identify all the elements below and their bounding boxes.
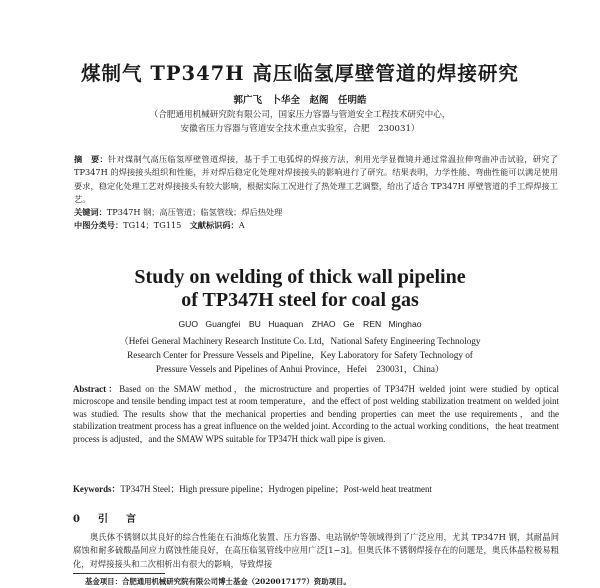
english-title-line-1: Study on welding of thick wall pipeline	[134, 266, 466, 288]
english-affiliation-line-1: （Hefei General Machinery Research Institute Co. Ltd，National Safety Engineering Technology	[119, 336, 481, 346]
funding-footnote: 基金项目：合肥通用机械研究院有限公司博士基金（2020017177）资助项目。	[85, 577, 351, 586]
english-authors: GUO Guangfei BU Huaquan ZHAO Ge REN Minghao	[178, 319, 422, 329]
chinese-abstract-text: 针对煤制气高压临氢厚壁管道焊接，基于手工电弧焊的焊接方法，利用光学显微镜并通过常温拉伸弯曲冲击试验，研究了 TP347H 的焊接接头组织和性能，并对焊后稳定化处理对焊接接头的影响进行了研究。结果表明，力学性能、弯曲性能可以满足使用要求，稳定化处理工艺对焊接接头有较大影响，根据实际工况进行了热处理工艺调整，给出了适合 TP347H 厚壁管道的手工焊焊接工艺。	[74, 154, 558, 205]
chinese-keywords-label: 关键词：	[74, 207, 107, 217]
footnote-rule	[73, 573, 165, 574]
section-heading-introduction: 0 引 言	[73, 514, 140, 525]
chinese-title: 煤制气 TP347H 高压临氢厚壁管道的焊接研究	[81, 62, 519, 85]
english-affiliation-line-3: Pressure Vessels and Pipelines of Anhui Province，Hefei 230031，China）	[155, 364, 445, 374]
chinese-authors: 郭广飞 卜华全 赵阁 任明皓	[233, 95, 367, 106]
english-abstract-label: Abstract：	[73, 384, 120, 394]
chinese-abstract-label: 摘 要：	[74, 154, 108, 164]
english-keywords-text: TP347H Steel；High pressure pipeline；Hydrogen pipeline；Post-weld heat treatment	[120, 484, 432, 494]
english-keywords-label: Keywords：	[73, 484, 121, 494]
english-abstract	[73, 383, 559, 445]
english-abstract-text: Based on the SMAW method，the microstructure and properties of TP347H welded joint were studied by optical microscope and tensile bending impact test at room temperature，and the effect of post welding stabilization treatment on welded joint was studied. The results show that the mechanical properties and bending properties can meet the use requirements，and the stabilization treatment process has a great influence on the welded joint. According to the actual working conditions，the heat treatment process is adjusted，and the SMAW WPS suitable for TP347H thick wall pipe is given.	[73, 384, 559, 444]
chinese-affiliation-line-2: 安徽省压力容器与管道安全技术重点实验室，合肥 230031）	[180, 124, 420, 134]
chinese-abstract	[74, 153, 558, 207]
chinese-affiliation-line-1: （合肥通用机械研究院有限公司，国家压力容器与管道安全工程技术研究中心，	[149, 110, 451, 120]
english-keywords	[73, 482, 559, 495]
english-title-line-2: of TP347H steel for coal gas	[181, 289, 419, 311]
classification-text: TG14；TG115	[123, 220, 182, 230]
chinese-keywords-text: TP347H 钢；高压管道；临氢管线；焊后热处理	[106, 207, 283, 217]
introduction-body-text: 奥氏体不锈钢以其良好的综合性能在石油炼化装置、压力容器、电站锅炉等领域得到了广泛应用，尤其 TP347H 钢，其耐晶间腐蚀和耐多硫酸晶间应力腐蚀性能良好，在高压临氢管线中应用广泛[1−3]。但奥氏体不锈钢焊接存在的问题是，奥氏体晶粒极易粗化，对焊接接头和二次相析出有很大的影响，导致焊接	[73, 532, 559, 569]
doc-code-label: 文献标识码：	[189, 220, 239, 230]
classification-label: 中图分类号：	[74, 220, 124, 230]
doc-code-text: A	[238, 220, 245, 230]
chinese-classification	[74, 220, 558, 231]
english-affiliation-line-2: Research Center for Pressure Vessels and Pipeline，Key Laboratory for Safety Technology of	[127, 350, 473, 360]
chinese-keywords	[74, 207, 558, 218]
